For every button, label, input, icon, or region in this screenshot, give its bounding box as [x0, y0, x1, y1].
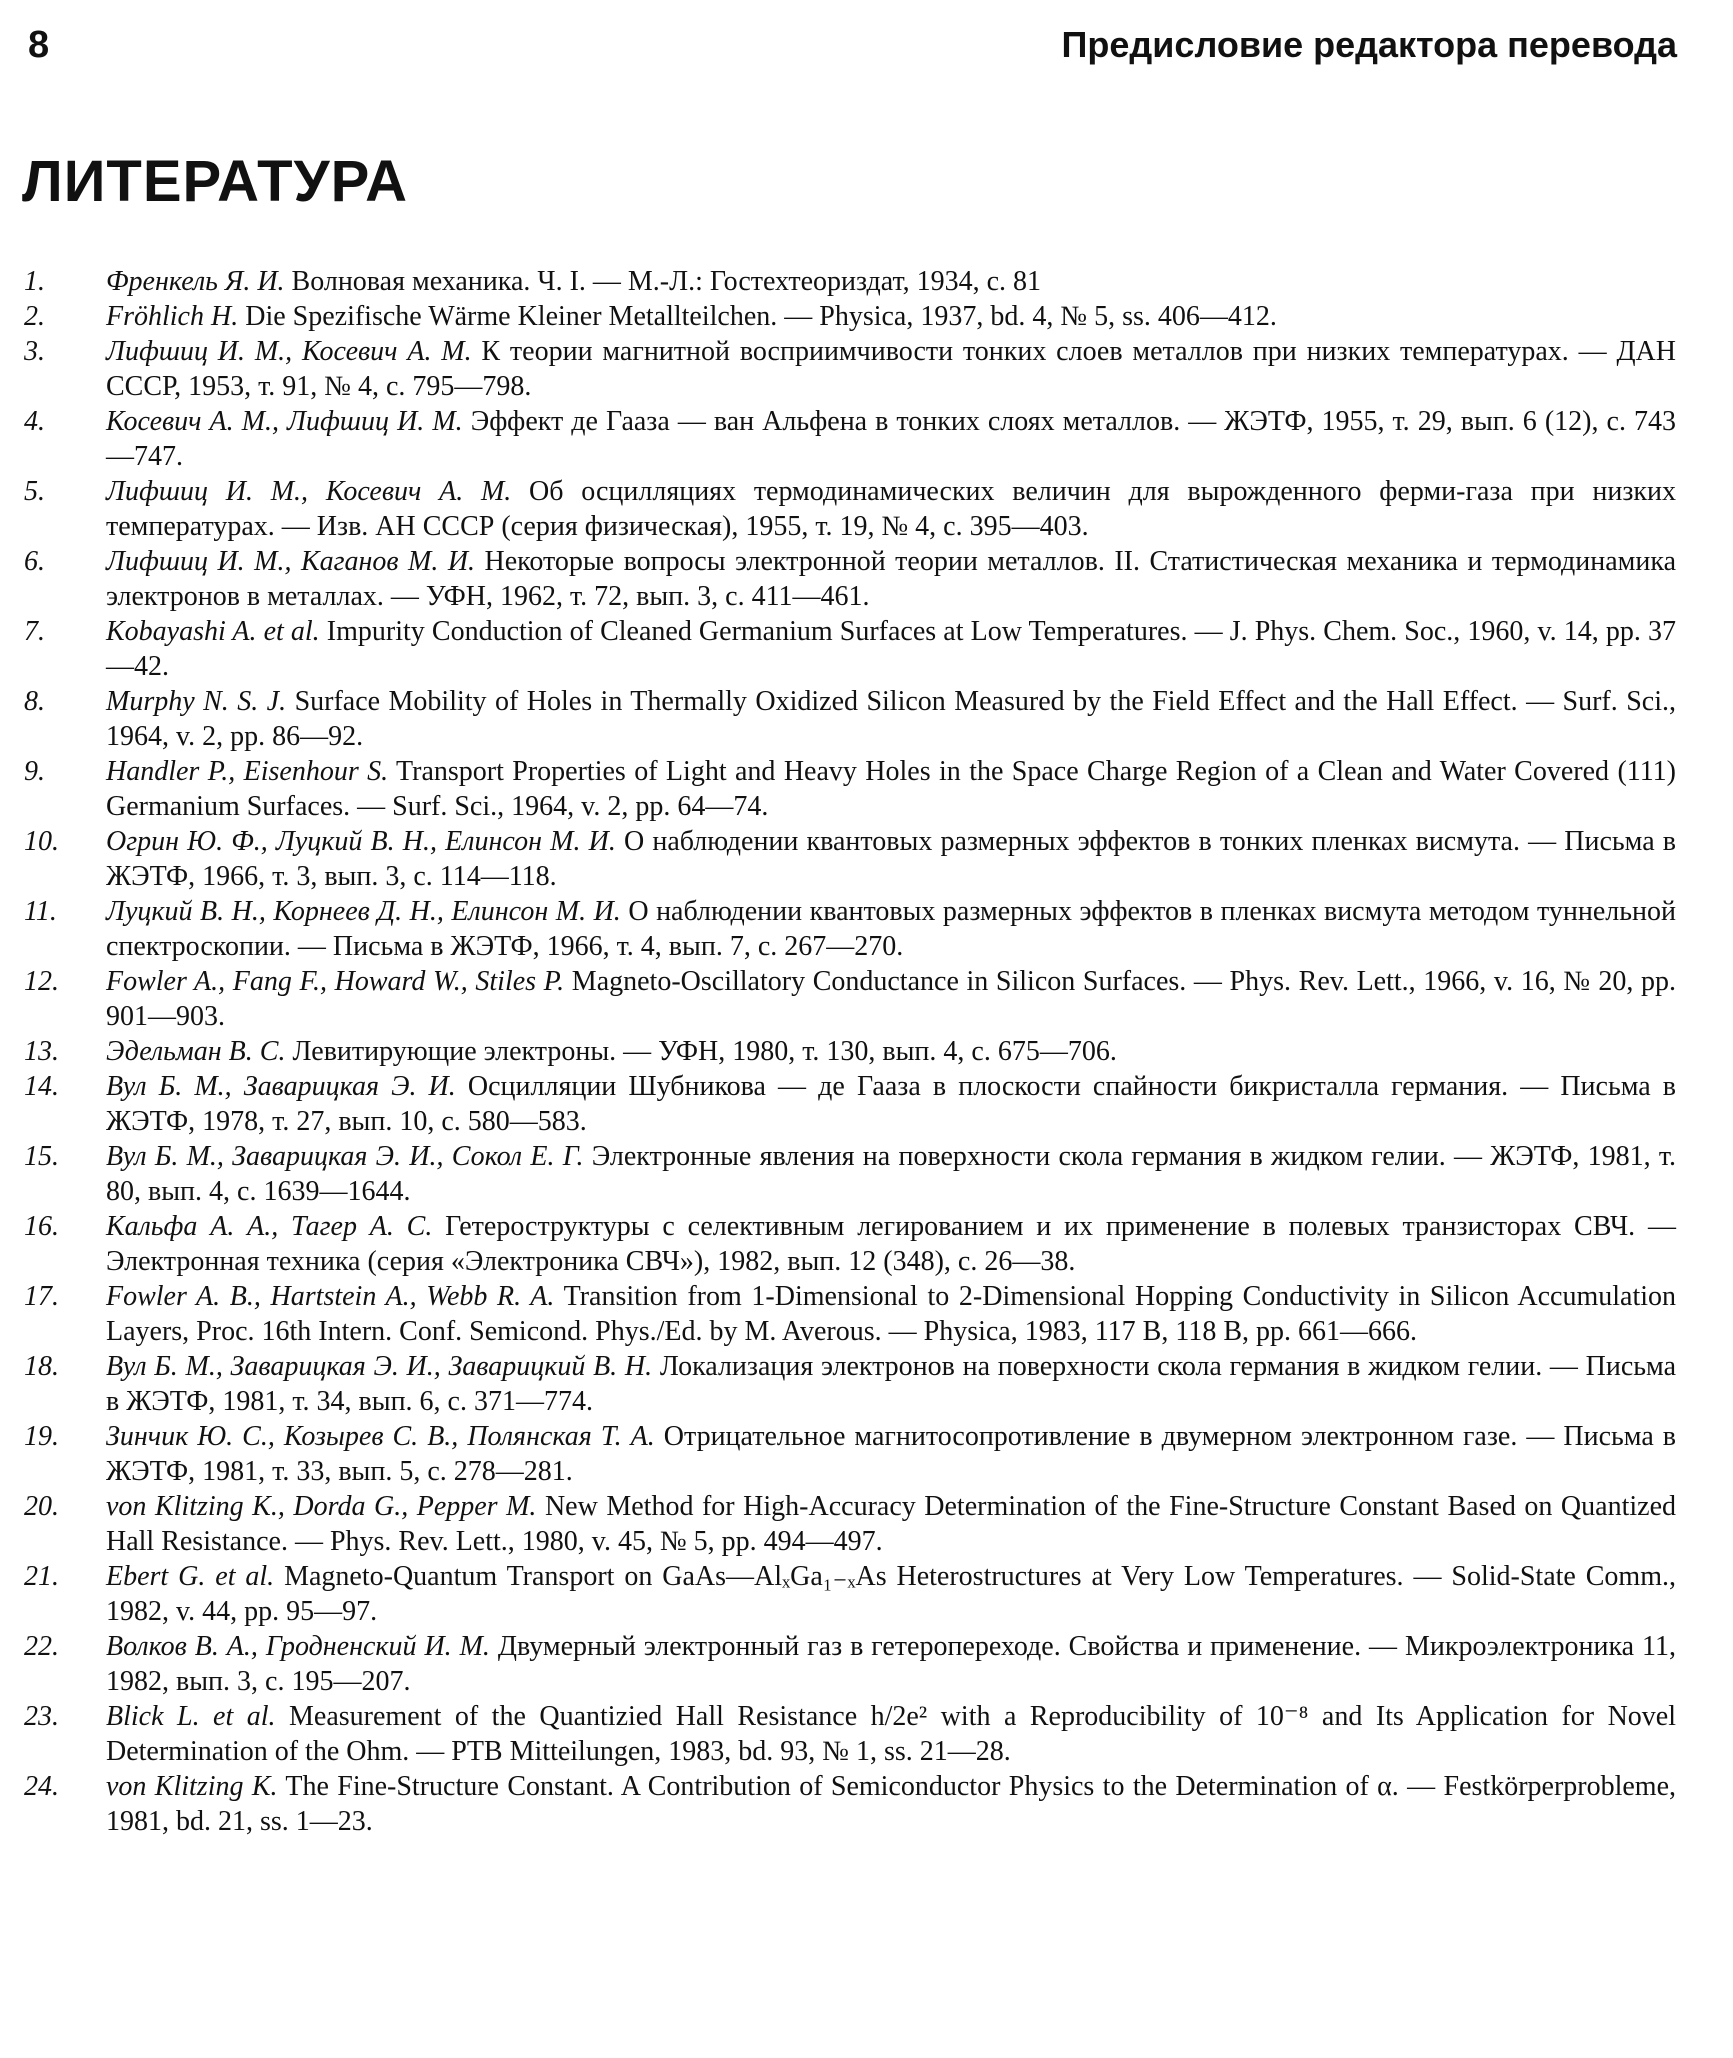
reference-text	[106, 1209, 1676, 1279]
reference-authors: Fröhlich H.	[106, 301, 239, 332]
reference-text	[106, 1034, 1676, 1069]
reference-item	[24, 894, 1676, 964]
reference-number: 9.	[24, 756, 45, 787]
reference-authors: von Klitzing K., Dorda G., Pepper M.	[106, 1491, 537, 1522]
reference-text	[106, 754, 1676, 824]
reference-text	[106, 474, 1676, 544]
reference-item	[24, 1139, 1676, 1209]
reference-item	[24, 544, 1676, 614]
reference-text	[106, 964, 1676, 1034]
reference-citation: Левитирующие электроны. — УФН, 1980, т. 130, вып. 4, с. 675—706.	[285, 1036, 1117, 1067]
reference-item	[24, 1699, 1676, 1769]
reference-number: 23.	[24, 1701, 59, 1732]
reference-citation: Impurity Conduction of Cleaned Germanium Surfaces at Low Temperatures. — J. Phys. Chem. Soc., 1960, v. 14, pp. 37—42.	[106, 616, 1676, 682]
reference-citation: Электронные явления на поверхности скола германия в жидком гелии. — ЖЭТФ, 1981, т. 80, вып. 4, с. 1639—1644.	[106, 1141, 1676, 1207]
page-number: 8	[28, 24, 50, 66]
reference-authors: Fowler A., Fang F., Howard W., Stiles P.	[106, 966, 565, 997]
reference-list	[24, 264, 1676, 1839]
reference-citation: Magneto-Quantum Transport on GaAs—AlₓGa₁₋ₓAs Heterostructures at Very Low Temperatures. — Solid-State Comm., 1982, v. 44, pp. 95—97.	[106, 1561, 1676, 1627]
reference-citation: Surface Mobility of Holes in Thermally Oxidized Silicon Measured by the Field Effect and the Hall Effect. — Surf. Sci., 1964, v. 2, pp. 86—92.	[106, 686, 1676, 752]
section-title: ЛИТЕРАТУРА	[22, 149, 409, 214]
reference-citation: К теории магнитной восприимчивости тонких слоев металлов при низких температурах. — ДАН СССР, 1953, т. 91, № 4, с. 795—798.	[106, 336, 1676, 402]
reference-authors: Handler P., Eisenhour S.	[106, 756, 389, 787]
reference-authors: Зинчик Ю. С., Козырев С. В., Полянская Т. А.	[106, 1421, 655, 1452]
reference-number: 13.	[24, 1036, 59, 1067]
reference-number: 24.	[24, 1771, 59, 1802]
reference-citation: Отрицательное магнитосопротивление в двумерном электронном газе. — Письма в ЖЭТФ, 1981, т. 33, вып. 5, с. 278—281.	[106, 1421, 1676, 1487]
reference-item	[24, 264, 1676, 299]
reference-citation: Двумерный электронный газ в гетеропереходе. Свойства и применение. — Микроэлектроника 11, 1982, вып. 3, с. 195—207.	[106, 1631, 1676, 1697]
reference-item	[24, 474, 1676, 544]
reference-text	[106, 1559, 1676, 1629]
reference-text	[106, 264, 1676, 299]
reference-number: 12.	[24, 966, 59, 997]
reference-number: 17.	[24, 1281, 59, 1312]
reference-citation: О наблюдении квантовых размерных эффектов в тонких пленках висмута. — Письма в ЖЭТФ, 1966, т. 3, вып. 3, с. 114—118.	[106, 826, 1676, 892]
page-header	[28, 24, 1677, 67]
reference-text	[106, 299, 1676, 334]
reference-authors: Огрин Ю. Ф., Луцкий В. Н., Елинсон М. И.	[106, 826, 616, 857]
reference-number: 8.	[24, 686, 45, 717]
reference-item	[24, 1489, 1676, 1559]
reference-authors: Френкель Я. И.	[106, 266, 285, 297]
reference-citation: Die Spezifische Wärme Kleiner Metallteilchen. — Physica, 1937, bd. 4, № 5, ss. 406—412.	[238, 301, 1277, 332]
reference-citation: Гетероструктуры с селективным легированием и их применение в полевых транзисторах СВЧ. — Электронная техника (серия «Электроника СВЧ»), 1982, вып. 12 (348), с. 26—38.	[106, 1211, 1676, 1277]
reference-text	[106, 1139, 1676, 1209]
reference-authors: Волков В. А., Гродненский И. М.	[106, 1631, 490, 1662]
reference-item	[24, 1769, 1676, 1839]
reference-citation: Об осцилляциях термодинамических величин для вырожденного ферми-газа при низких температурах. — Изв. АН СССР (серия физическая), 1955, т. 19, № 4, с. 395—403.	[106, 476, 1676, 542]
reference-text	[106, 404, 1676, 474]
reference-item	[24, 684, 1676, 754]
reference-item	[24, 1419, 1676, 1489]
reference-authors: Лифшиц И. М., Косевич А. М.	[106, 476, 512, 507]
reference-item	[24, 1629, 1676, 1699]
reference-text	[106, 1629, 1676, 1699]
reference-number: 3.	[24, 336, 45, 367]
reference-item	[24, 1349, 1676, 1419]
reference-item	[24, 1209, 1676, 1279]
reference-authors: Fowler A. B., Hartstein A., Webb R. A.	[106, 1281, 555, 1312]
reference-number: 18.	[24, 1351, 59, 1382]
reference-item	[24, 404, 1676, 474]
reference-authors: Эдельман В. С.	[106, 1036, 286, 1067]
reference-text	[106, 544, 1676, 614]
reference-authors: Косевич А. М., Лифшиц И. М.	[106, 406, 463, 437]
reference-text	[106, 1769, 1676, 1839]
reference-item	[24, 334, 1676, 404]
reference-authors: Kobayashi A. et al.	[106, 616, 320, 647]
reference-authors: Murphy N. S. J.	[106, 686, 287, 717]
reference-number: 7.	[24, 616, 45, 647]
reference-item	[24, 754, 1676, 824]
reference-number: 19.	[24, 1421, 59, 1452]
reference-number: 2.	[24, 301, 45, 332]
reference-text	[106, 614, 1676, 684]
reference-item	[24, 1069, 1676, 1139]
reference-authors: Вул Б. М., Заварицкая Э. И.	[106, 1071, 456, 1102]
reference-number: 6.	[24, 546, 45, 577]
reference-authors: Луцкий В. Н., Корнеев Д. Н., Елинсон М. И.	[106, 896, 621, 927]
reference-citation: Magneto-Oscillatory Conductance in Silicon Surfaces. — Phys. Rev. Lett., 1966, v. 16, № 20, pp. 901—903.	[106, 966, 1676, 1032]
reference-citation: Осцилляции Шубникова — де Гааза в плоскости спайности бикристалла германия. — Письма в ЖЭТФ, 1978, т. 27, вып. 10, с. 580—583.	[106, 1071, 1677, 1137]
reference-number: 4.	[24, 406, 45, 437]
reference-authors: Лифшиц И. М., Косевич А. М.	[106, 336, 472, 367]
reference-citation: Локализация электронов на поверхности скола германия в жидком гелии. — Письма в ЖЭТФ, 1981, т. 34, вып. 6, с. 371—774.	[106, 1351, 1676, 1417]
reference-authors: Вул Б. М., Заварицкая Э. И., Сокол Е. Г.	[106, 1141, 584, 1172]
reference-item	[24, 299, 1676, 334]
reference-text	[106, 1419, 1676, 1489]
reference-item	[24, 1279, 1676, 1349]
reference-number: 1.	[24, 266, 45, 297]
reference-number: 16.	[24, 1211, 59, 1242]
reference-authors: Ebert G. et al.	[106, 1561, 275, 1592]
reference-number: 11.	[24, 896, 57, 927]
reference-citation: New Method for High-Accuracy Determination of the Fine-Structure Constant Based on Quantized Hall Resistance. — Phys. Rev. Lett., 1980, v. 45, № 5, pp. 494—497.	[106, 1491, 1676, 1557]
reference-item	[24, 1559, 1676, 1629]
reference-authors: von Klitzing K.	[106, 1771, 278, 1802]
reference-text	[106, 1489, 1676, 1559]
reference-number: 22.	[24, 1631, 59, 1662]
reference-text	[106, 684, 1676, 754]
reference-item	[24, 614, 1676, 684]
reference-authors: Blick L. et al.	[106, 1701, 276, 1732]
reference-number: 15.	[24, 1141, 59, 1172]
reference-text	[106, 1069, 1676, 1139]
reference-citation: Эффект де Гааза — ван Альфена в тонких слоях металлов. — ЖЭТФ, 1955, т. 29, вып. 6 (12), с. 743—747.	[106, 406, 1676, 472]
reference-text	[106, 1279, 1676, 1349]
reference-citation: Некоторые вопросы электронной теории металлов. II. Статистическая механика и термодинамика электронов в металлах. — УФН, 1962, т. 72, вып. 3, с. 411—461.	[106, 546, 1676, 612]
reference-citation: The Fine-Structure Constant. A Contribution of Semiconductor Physics to the Determination of α. — Festkörperprobleme, 1981, bd. 21, ss. 1—23.	[106, 1771, 1677, 1837]
reference-text	[106, 894, 1676, 964]
reference-text	[106, 334, 1676, 404]
reference-citation: Волновая механика. Ч. I. — М.-Л.: Гостехтеориздат, 1934, с. 81	[284, 266, 1042, 297]
reference-number: 14.	[24, 1071, 59, 1102]
reference-citation: О наблюдении квантовых размерных эффектов в пленках висмута методом туннельной спектроскопии. — Письма в ЖЭТФ, 1966, т. 4, вып. 7, с. 267—270.	[106, 896, 1676, 962]
reference-number: 20.	[24, 1491, 59, 1522]
reference-number: 10.	[24, 826, 59, 857]
reference-citation: Measurement of the Quantizied Hall Resistance h/2e² with a Reproducibility of 10⁻⁸ and Its Application for Novel Determination of the Ohm. — PTB Mitteilungen, 1983, bd. 93, № 1, ss. 21—28.	[106, 1701, 1676, 1767]
reference-number: 21.	[24, 1561, 59, 1592]
reference-text	[106, 824, 1676, 894]
reference-number: 5.	[24, 476, 45, 507]
reference-authors: Кальфа А. А., Тагер А. С.	[106, 1211, 433, 1242]
reference-item	[24, 964, 1676, 1034]
running-title: Предисловие редактора перевода	[1061, 24, 1677, 65]
reference-authors: Вул Б. М., Заварицкая Э. И., Заварицкий В. Н.	[106, 1351, 653, 1382]
reference-item	[24, 1034, 1676, 1069]
reference-citation: Transport Properties of Light and Heavy Holes in the Space Charge Region of a Clean and Water Covered (111) Germanium Surfaces. — Surf. Sci., 1964, v. 2, pp. 64—74.	[106, 756, 1677, 822]
reference-citation: Transition from 1-Dimensional to 2-Dimensional Hopping Conductivity in Silicon Accumulation Layers, Proc. 16th Intern. Conf. Semicond. Phys./Ed. by M. Averous. — Physica, 1983, 117 B, 118 B, pp. 661—666.	[106, 1281, 1676, 1347]
reference-item	[24, 824, 1676, 894]
reference-text	[106, 1349, 1676, 1419]
reference-authors: Лифшиц И. М., Каганов М. И.	[106, 546, 476, 577]
reference-text	[106, 1699, 1676, 1769]
